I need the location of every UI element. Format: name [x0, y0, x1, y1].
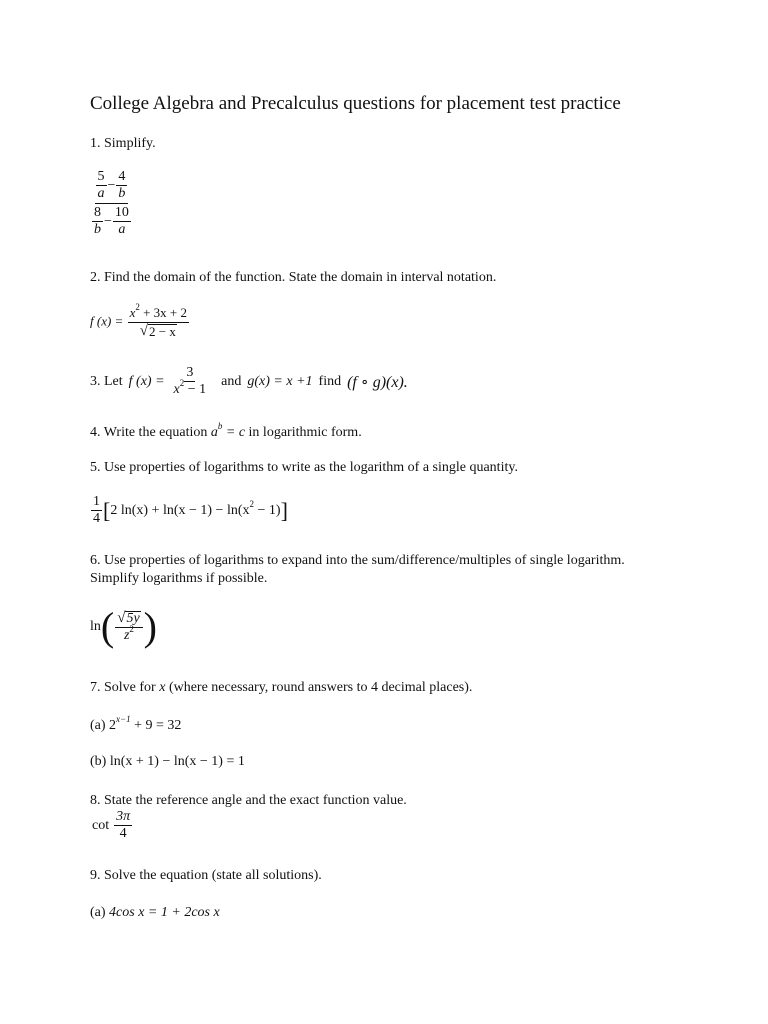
q5-expr-b: − 1) — [254, 502, 281, 518]
q1-num-8: 8 — [94, 205, 101, 220]
question-2-expression — [90, 302, 190, 339]
question-9a — [90, 905, 220, 921]
q9a-expr: 4cos x = 1 + 2cos x — [109, 905, 220, 920]
q4-eq: = c — [222, 425, 246, 440]
question-6-prompt-line1: 6. Use properties of logarithms to expand into the sum/difference/multiples of single logarithm. — [90, 553, 625, 568]
q7a-rest: + 9 = 32 — [130, 718, 182, 733]
q7a-label: (a) — [90, 718, 106, 733]
question-8-prompt: 8. State the reference angle and the exact function value. — [90, 793, 407, 808]
q7-text-pre: 7. Solve for — [90, 680, 156, 695]
q3-prefix: 3. Let — [90, 373, 123, 389]
q5-bracket-open: [ — [103, 497, 111, 523]
q3-and: and — [221, 373, 242, 389]
q5-expr-exp: 2 — [249, 498, 254, 509]
q1-den-a2: a — [118, 222, 126, 237]
q5-coef-num: 1 — [93, 494, 100, 509]
q7b-expr: ln(x + 1) − ln(x − 1) = 1 — [109, 754, 245, 769]
q2-fraction — [128, 302, 189, 339]
q1-num-10: 10 — [114, 205, 129, 220]
q4-exp: b — [217, 421, 223, 431]
q3-den-exp: 2 — [179, 378, 185, 388]
q4-suffix: in logarithmic form. — [245, 425, 362, 440]
q6-paren-close: ) — [143, 604, 157, 649]
q3-num: 3 — [186, 365, 194, 380]
q3-den-x: x — [173, 382, 180, 397]
question-7b — [90, 754, 245, 770]
q1-complex-fraction — [91, 170, 132, 237]
q2-lhs: f (x) = — [90, 313, 124, 329]
sqrt-icon: √ — [139, 323, 148, 339]
q6-ln: ln — [90, 619, 101, 634]
q3-f-lhs: f (x) = — [128, 373, 165, 389]
q7-var: x — [159, 680, 166, 695]
q1-frac-8-over-b — [92, 206, 103, 237]
page-title: College Algebra and Precalculus questions for placement test practice — [90, 93, 621, 114]
question-3 — [90, 366, 408, 397]
question-6-expression — [90, 604, 157, 649]
question-7a — [90, 714, 182, 734]
q1-frac-5-over-a — [96, 170, 107, 201]
q3-den-rest: − 1 — [184, 382, 207, 397]
question-4 — [90, 421, 362, 441]
q7a-exp: x−1 — [116, 714, 131, 724]
q4-prefix: 4. Write the equation — [90, 425, 208, 440]
q2-num-x: x — [129, 305, 136, 320]
question-5-prompt: 5. Use properties of logarithms to write as the logarithm of a single quantity. — [90, 460, 518, 475]
q2-num-rest: + 3x + 2 — [139, 305, 188, 320]
q1-den-b2: b — [94, 222, 101, 237]
q9a-label: (a) — [90, 905, 106, 920]
q3-fraction — [172, 366, 209, 397]
q8-cot: cot — [92, 817, 110, 833]
q1-frac-4-over-b — [116, 170, 127, 201]
question-6-prompt-line2: Simplify logarithms if possible. — [90, 571, 268, 586]
q1-num-5: 5 — [97, 169, 105, 184]
q1-num-4: 4 — [118, 169, 126, 184]
q1-den-b: b — [118, 186, 126, 201]
q2-radicand: 2 − x — [148, 324, 176, 339]
q1-minus-bottom: − — [104, 213, 112, 229]
q2-numerator — [128, 302, 189, 323]
q2-denominator — [138, 323, 179, 339]
q5-expr — [110, 498, 281, 519]
q3-g-def: g(x) = x +1 — [247, 373, 313, 389]
q2-num-exp: 2 — [135, 302, 140, 312]
question-5-expression — [90, 495, 288, 526]
q6-paren-open: ( — [100, 604, 115, 649]
q1-den-a: a — [97, 186, 105, 201]
q6-fraction — [115, 611, 142, 643]
q8-fraction — [114, 810, 132, 841]
sqrt-icon: √ — [117, 610, 126, 626]
q8-num: 3π — [116, 809, 131, 824]
q5-expr-a: 2 ln(x) + ln(x − 1) − ln(x — [110, 502, 250, 518]
q1-numerator — [95, 170, 129, 204]
question-1-prompt: 1. Simplify. — [90, 136, 156, 151]
q1-frac-10-over-a — [113, 206, 131, 237]
question-1-expression — [90, 170, 133, 237]
q4-base: a — [210, 425, 218, 440]
q7b-label: (b) — [90, 754, 107, 769]
q6-radicand: 5y — [126, 611, 140, 626]
question-9-prompt: 9. Solve the equation (state all solutions). — [90, 868, 322, 883]
q1-minus-top: − — [107, 177, 116, 193]
question-8-expression — [92, 810, 133, 841]
q6-denominator — [122, 624, 136, 643]
question-2-prompt: 2. Find the domain of the function. State the domain in interval notation. — [90, 270, 497, 285]
q3-composition: (f ∘ g)(x). — [347, 373, 408, 391]
q3-find: find — [318, 373, 342, 389]
q3-den — [172, 378, 209, 397]
q5-coefficient — [91, 495, 102, 526]
q8-den: 4 — [119, 826, 127, 841]
q2-sqrt — [140, 324, 177, 339]
q6-den-exp: 2 — [129, 624, 134, 634]
q5-coef-den: 4 — [93, 511, 100, 526]
q7a-base: 2 — [109, 718, 117, 733]
q6-den-base: z — [123, 628, 130, 643]
q1-denominator — [91, 204, 132, 237]
question-7-prompt — [90, 680, 472, 696]
q5-bracket-close: ] — [280, 497, 288, 523]
q7-text-post: (where necessary, round answers to 4 decimal places). — [168, 680, 473, 695]
